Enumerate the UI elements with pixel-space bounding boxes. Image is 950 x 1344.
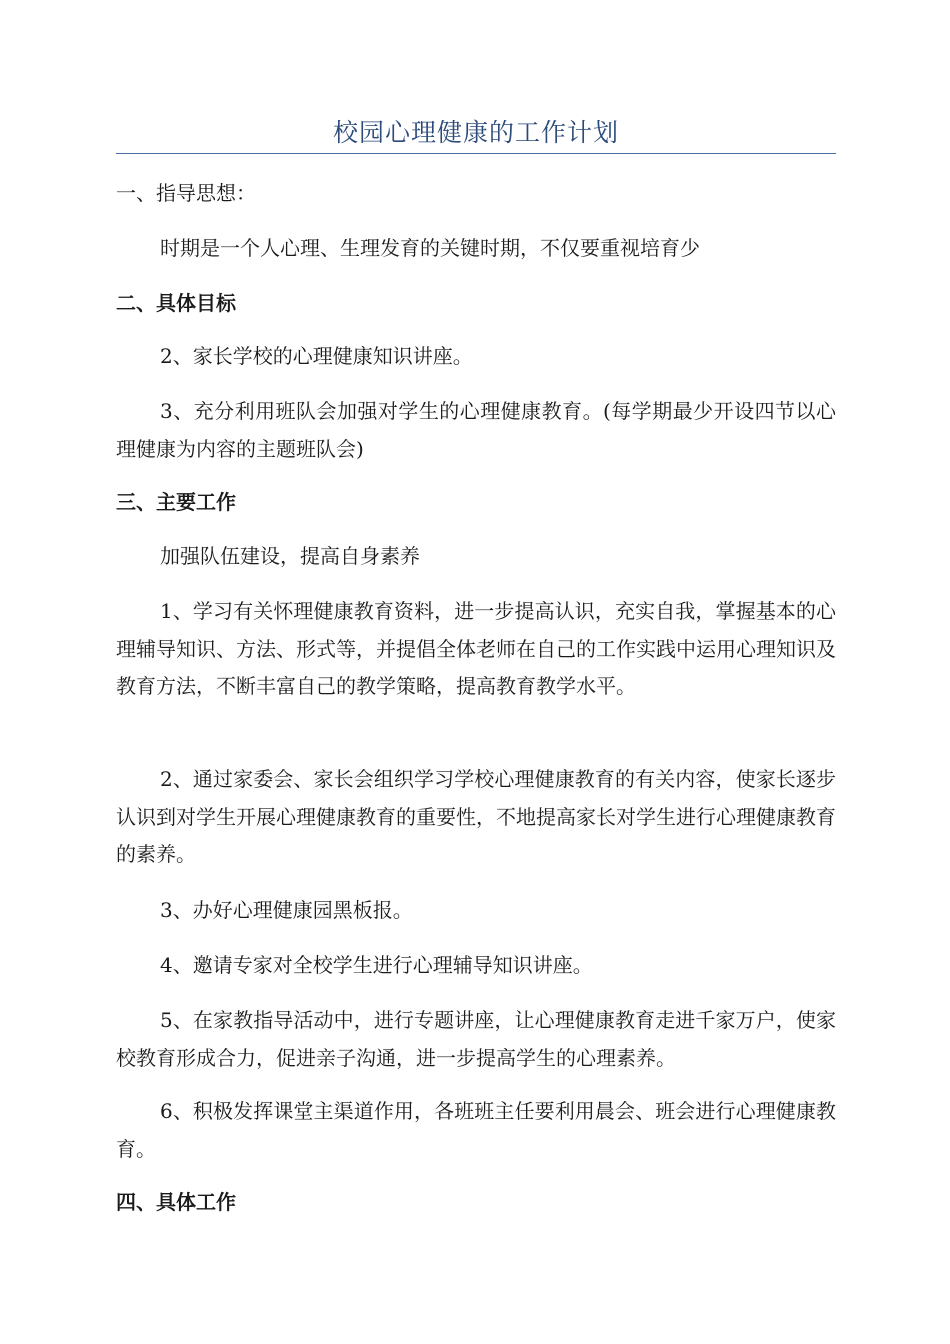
paragraph-work-2: 2、通过家委会、家长会组织学习学校心理健康教育的有关内容，使家长逐步认识到对学生开展心理健康教育的重要性，不地提高家长对学生进行心理健康教育的素养。 [116, 767, 836, 866]
paragraph-goal-2: 2、家长学校的心理健康知识讲座。 [160, 344, 473, 368]
title-underline [116, 153, 836, 154]
section-heading-specific-goals: 二、具体目标 [116, 291, 236, 315]
paragraph-team-building: 加强队伍建设，提高自身素养 [160, 544, 420, 568]
section-heading-specific-work: 四、具体工作 [116, 1190, 236, 1214]
paragraph-work-4: 4、邀请专家对全校学生进行心理辅导知识讲座。 [160, 953, 593, 977]
section-heading-main-work: 三、主要工作 [116, 490, 236, 514]
paragraph-work-3: 3、办好心理健康园黑板报。 [160, 898, 413, 922]
section-heading-guiding-thought: 一、指导思想： [116, 181, 256, 205]
paragraph-work-1: 1、学习有关怀理健康教育资料，进一步提高认识，充实自我，掌握基本的心理辅导知识、方法、形式等，并提倡全体老师在自己的工作实践中运用心理知识及教育方法，不断丰富自己的教学策略，提高教育教学水平。 [116, 599, 836, 698]
paragraph-work-6: 6、积极发挥课堂主渠道作用，各班班主任要利用晨会、班会进行心理健康教育。 [116, 1099, 836, 1161]
paragraph-guiding-thought: 时期是一个人心理、生理发育的关键时期，不仅要重视培育少 [160, 236, 700, 260]
paragraph-goal-3: 3、充分利用班队会加强对学生的心理健康教育。(每学期最少开设四节以心理健康为内容的主题班队会) [116, 399, 836, 461]
paragraph-work-5: 5、在家教指导活动中，进行专题讲座，让心理健康教育走进千家万户，使家校教育形成合力，促进亲子沟通，进一步提高学生的心理素养。 [116, 1008, 836, 1070]
document-title: 校园心理健康的工作计划 [332, 118, 619, 147]
